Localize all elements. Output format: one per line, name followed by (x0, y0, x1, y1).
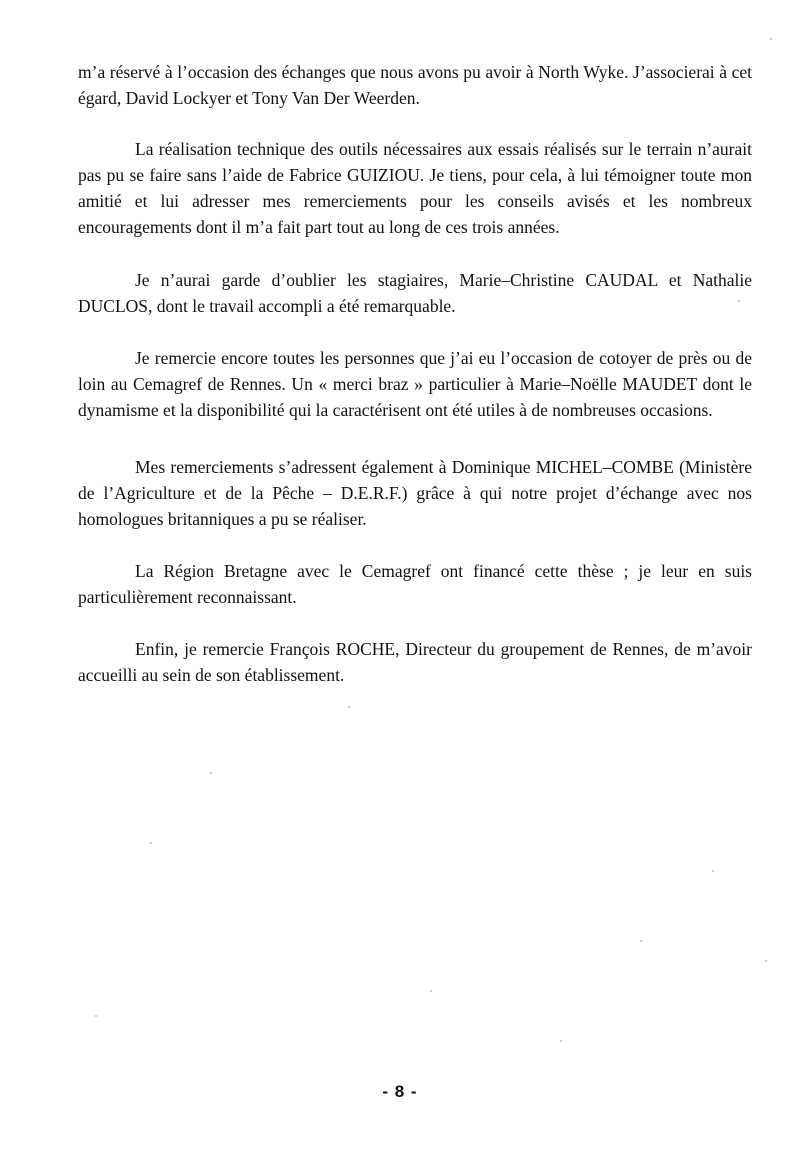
page-number: - 8 - (382, 1082, 418, 1101)
scan-speck (210, 772, 212, 774)
scan-speck (560, 1040, 562, 1042)
scan-speck (770, 38, 772, 40)
scan-speck (430, 990, 432, 992)
scan-speck (95, 1015, 97, 1017)
paragraph-funding-thanks: La Région Bretagne avec le Cemagref ont financé cette thèse ; je leur en suis particulièrement reconnaissant. (78, 561, 752, 607)
scan-speck (150, 842, 152, 844)
scan-speck (712, 870, 714, 872)
scan-speck (640, 940, 642, 942)
paragraph-technical-thanks: La réalisation technique des outils nécessaires aux essais réalisés sur le terrain n’aurait pas pu se faire sans l’aide de Fabrice GUIZIOU. Je tiens, pour cela, à lui témoigner toute mon amitié et lui adresser mes remerciements pour les conseils avisés et les nombreux encouragements dont il m’a fait part tout au long de ces trois années. (78, 139, 752, 237)
scan-speck (765, 960, 767, 962)
paragraph-interns-thanks: Je n’aurai garde d’oublier les stagiaires, Marie–Christine CAUDAL et Nathalie DUCLOS, dont le travail accompli a été remarquable. (78, 270, 752, 316)
paragraph-ministry-thanks: Mes remerciements s’adressent également à Dominique MICHEL–COMBE (Ministère de l’Agriculture et de la Pêche – D.E.R.F.) grâce à qui notre projet d’échange avec nos homologues britanniques a pu se réaliser. (78, 457, 752, 529)
paragraph-continuation: m’a réservé à l’occasion des échanges que nous avons pu avoir à North Wyke. J’associerai à cet égard, David Lockyer et Tony Van Der Weerden. (78, 62, 752, 108)
paragraph-cemagref-staff-thanks: Je remercie encore toutes les personnes que j’ai eu l’occasion de cotoyer de près ou de loin au Cemagref de Rennes. Un « merci braz » particulier à Marie–Noëlle MAUDET dont le dynamisme et la disponibilité qui la caractérisent ont été utiles à de nombreuses occasions. (78, 348, 752, 420)
paragraph-director-thanks: Enfin, je remercie François ROCHE, Directeur du groupement de Rennes, de m’avoir accueilli au sein de son établissement. (78, 639, 752, 685)
scan-speck (348, 706, 350, 708)
scan-speck (738, 300, 740, 302)
